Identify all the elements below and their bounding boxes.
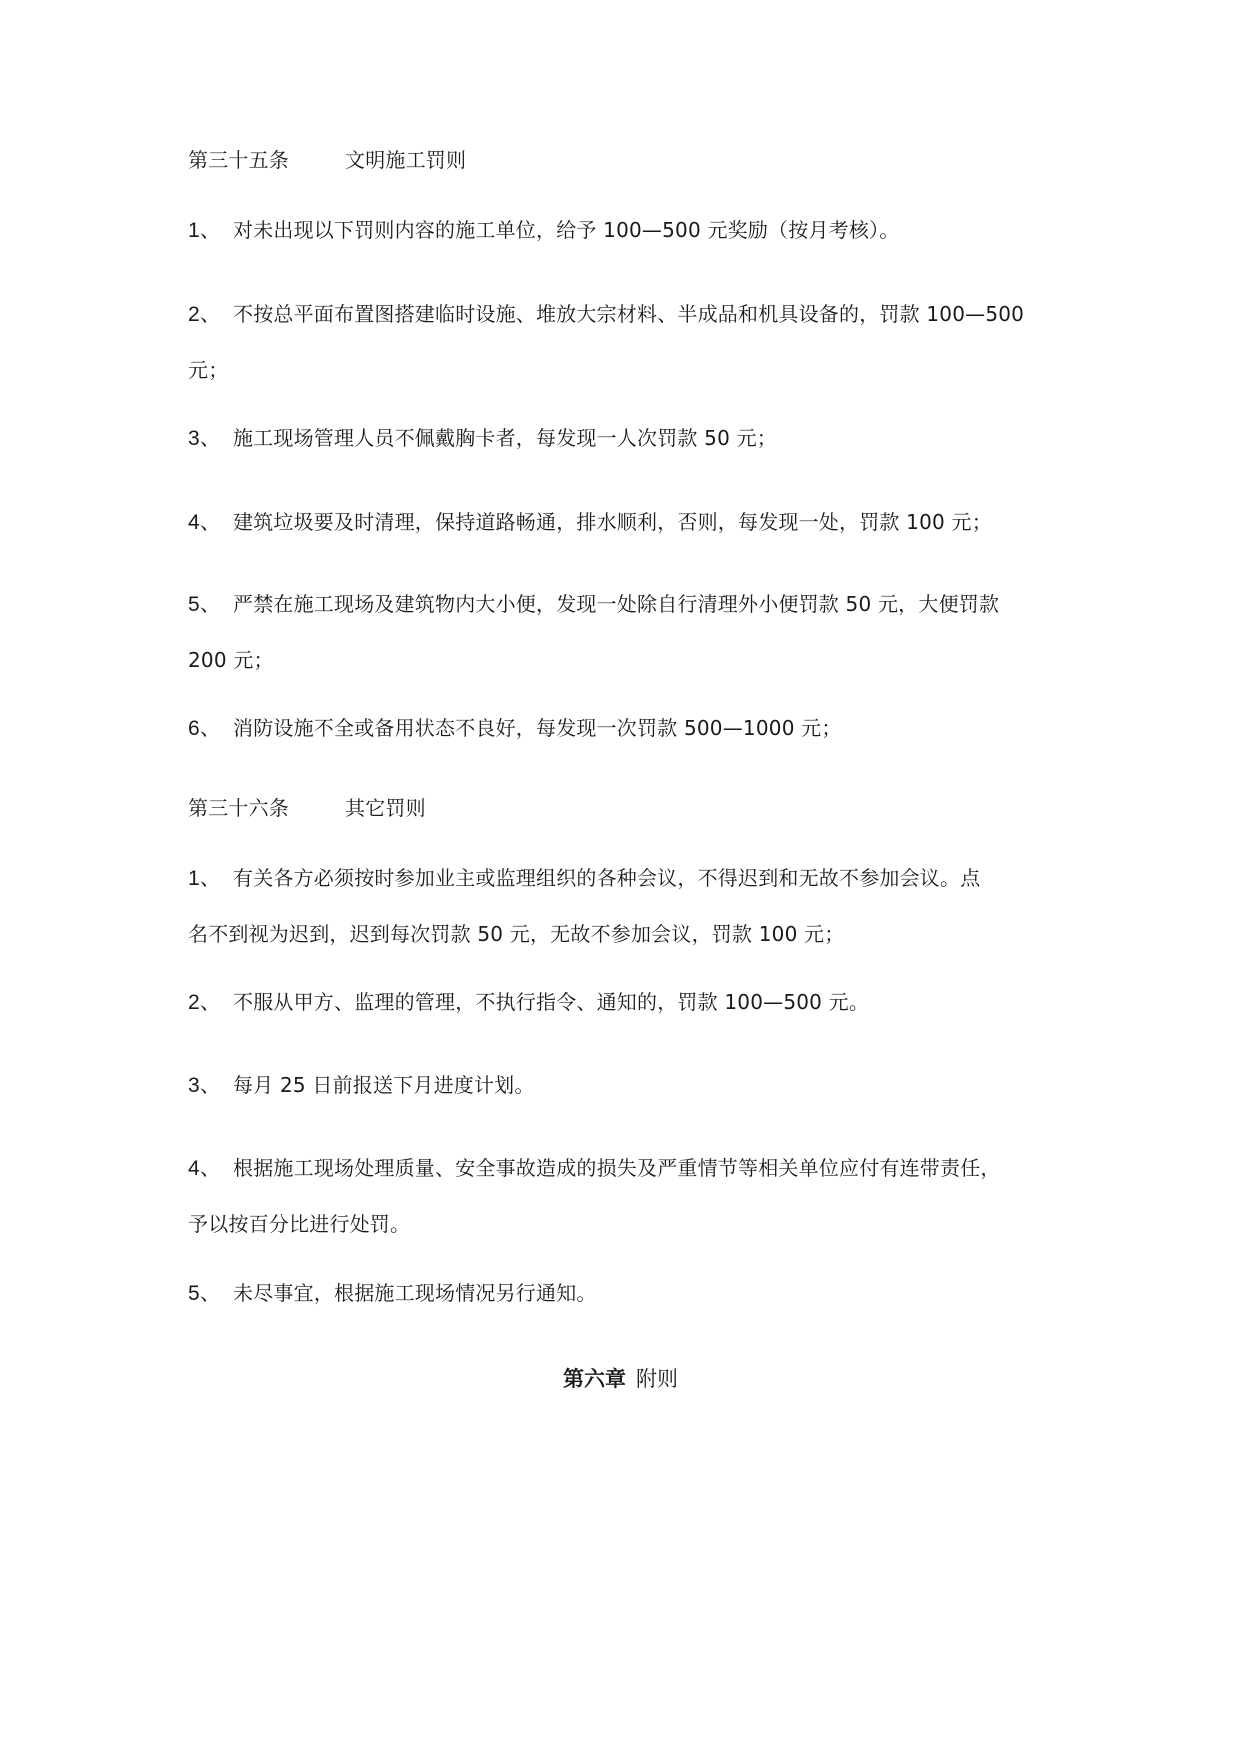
list-item [188,988,1068,1017]
item-text: 消防设施不全或备用状态不良好，每发现一次罚款 500—1000 元； [233,716,842,740]
item-number: 3、 [188,427,222,450]
list-item [188,1279,1068,1308]
item-text: 元； [188,358,229,382]
item-number: 3、 [188,1074,222,1097]
item-text: 每月 25 日前报送下月进度计划。 [233,1073,535,1097]
chapter-heading [0,1364,1241,1394]
article-heading-36 [188,794,1068,822]
list-item-continuation [188,920,1068,948]
item-text: 对未出现以下罚则内容的施工单位，给予 100—500 元奖励（按月考核）。 [233,218,900,242]
item-text: 有关各方必须按时参加业主或监理组织的各种会议，不得迟到和无故不参加会议。点 [233,866,981,890]
article-number: 第三十六条 [188,796,289,820]
item-number: 5、 [188,1282,222,1305]
list-item [188,1154,1068,1183]
item-number: 1、 [188,219,222,242]
chapter-title: 附则 [636,1367,678,1391]
list-item [188,714,1068,743]
item-text: 施工现场管理人员不佩戴胸卡者，每发现一人次罚款 50 元； [233,426,777,450]
item-text: 不服从甲方、监理的管理，不执行指令、通知的，罚款 100—500 元。 [233,990,870,1014]
item-text: 未尽事宜，根据施工现场情况另行通知。 [233,1281,597,1305]
list-item [188,216,1068,245]
item-text: 建筑垃圾要及时清理，保持道路畅通，排水顺利，否则，每发现一处，罚款 100 元； [233,510,992,534]
article-number: 第三十五条 [188,148,289,172]
item-number: 4、 [188,511,222,534]
item-number: 4、 [188,1157,222,1180]
list-item [188,590,1068,619]
list-item [188,300,1068,329]
item-number: 2、 [188,303,222,326]
item-text: 根据施工现场处理质量、安全事故造成的损失及严重情节等相关单位应付有连带责任， [233,1156,1001,1180]
list-item-continuation [188,646,1068,674]
item-text: 予以按百分比进行处罚。 [188,1212,411,1236]
list-item [188,424,1068,453]
item-number: 5、 [188,593,222,616]
list-item [188,1071,1068,1100]
article-title: 其它罚则 [345,796,426,820]
item-text: 200 元； [188,648,274,672]
item-text: 不按总平面布置图搭建临时设施、堆放大宗材料、半成品和机具设备的，罚款 100—500 [233,302,1025,326]
item-number: 2、 [188,991,222,1014]
list-item-continuation [188,1210,1068,1238]
list-item-continuation [188,356,1068,384]
article-title: 文明施工罚则 [345,148,467,172]
chapter-number: 第六章 [563,1367,626,1391]
item-text: 严禁在施工现场及建筑物内大小便，发现一处除自行清理外小便罚款 50 元，大便罚款 [233,592,1000,616]
list-item [188,864,1068,893]
item-text: 名不到视为迟到，迟到每次罚款 50 元，无故不参加会议，罚款 100 元； [188,922,845,946]
item-number: 1、 [188,867,222,890]
item-number: 6、 [188,717,222,740]
article-heading-35 [188,146,1068,174]
list-item [188,508,1068,537]
